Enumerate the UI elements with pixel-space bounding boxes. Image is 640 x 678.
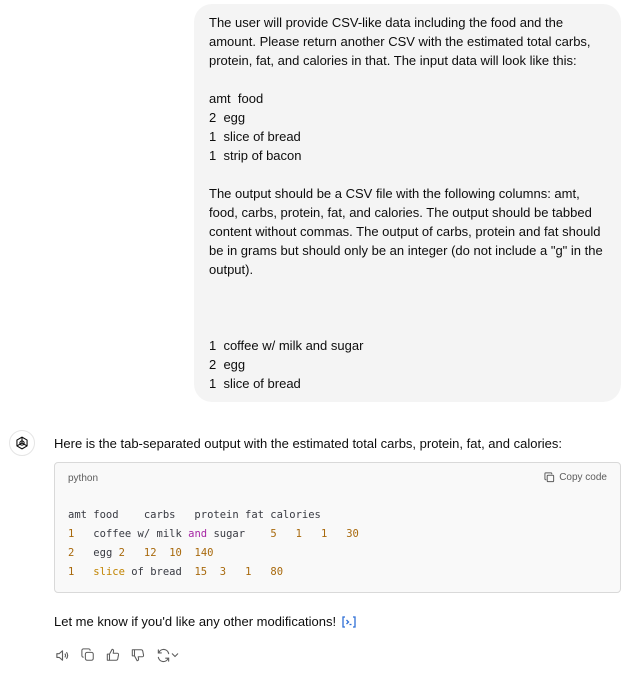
copy-message-button[interactable] (79, 647, 96, 664)
message-action-bar (54, 645, 180, 665)
assistant-outro-text: Let me know if you'd like any other modifications! (54, 614, 337, 629)
copy-code-label: Copy code (559, 472, 607, 483)
thumbs-down-icon (131, 648, 145, 662)
code-fat: 1 (320, 528, 328, 540)
input-line: 1 coffee w/ milk and sugar (209, 338, 364, 353)
code-amt: 2 (68, 547, 75, 559)
regenerate-icon (156, 648, 171, 663)
code-carbs: 5 (270, 528, 277, 540)
code-header (55, 463, 620, 494)
read-aloud-icon (55, 648, 70, 663)
code-header-line: amt food carbs protein fat calories (68, 509, 321, 521)
example-line: 1 slice of bread (209, 129, 301, 144)
code-carbs: 15 (194, 566, 208, 578)
code-language-label: python (68, 473, 99, 484)
code-protein: 12 (143, 547, 157, 559)
code-carbs: 2 (118, 547, 125, 559)
read-aloud-button[interactable] (54, 647, 71, 664)
thumbs-down-button[interactable] (129, 647, 146, 664)
input-line: 1 slice of bread (209, 376, 301, 391)
example-line: 2 egg (209, 110, 246, 125)
memory-updated-icon[interactable] (341, 615, 357, 629)
code-content (68, 506, 359, 582)
code-protein: 3 (219, 566, 227, 578)
thumbs-up-button[interactable] (104, 647, 121, 664)
code-keyword: and (188, 528, 208, 540)
chevron-down-icon (171, 651, 179, 659)
regenerate-button[interactable] (154, 647, 180, 664)
code-food: sugar (213, 528, 246, 540)
thumbs-up-icon (106, 648, 120, 662)
code-calories: 140 (194, 547, 214, 559)
user-paragraph-2: The output should be a CSV file with the following columns: amt, food, carbs, protein, fat, and calories. The output should be tabbed content without commas. The output of carbs, protein and fat should be in grams but should only be an integer (do not include a "g" in the output). (209, 186, 603, 277)
code-food: of bread (131, 566, 182, 578)
code-amt: 1 (68, 528, 75, 540)
assistant-avatar (9, 430, 35, 456)
code-calories: 30 (346, 528, 359, 540)
code-calories: 80 (270, 566, 284, 578)
example-line: 1 strip of bacon (209, 148, 302, 163)
copy-icon (81, 648, 95, 662)
user-message-bubble (194, 4, 621, 402)
code-fat: 10 (169, 547, 182, 559)
code-amt: 1 (68, 566, 75, 578)
openai-logo-icon (14, 435, 30, 451)
copy-icon (544, 472, 555, 483)
user-paragraph-1: The user will provide CSV-like data including the food and the amount. Please return another CSV with the estimated total carbs, protein, fat, and calories in that. The input data will look like this: (209, 15, 591, 68)
code-food: coffee w/ milk (93, 528, 182, 540)
code-fat: 1 (245, 566, 252, 578)
assistant-outro (54, 613, 357, 631)
assistant-intro-text: Here is the tab-separated output with the estimated total carbs, protein, fat, and calories: (54, 436, 563, 451)
code-function: slice (93, 566, 125, 578)
code-protein: 1 (295, 528, 302, 540)
example-line: amt food (209, 91, 264, 106)
code-block (54, 462, 621, 593)
input-line: 2 egg (209, 357, 246, 372)
code-food: egg (93, 547, 113, 559)
copy-code-button[interactable] (544, 472, 607, 483)
